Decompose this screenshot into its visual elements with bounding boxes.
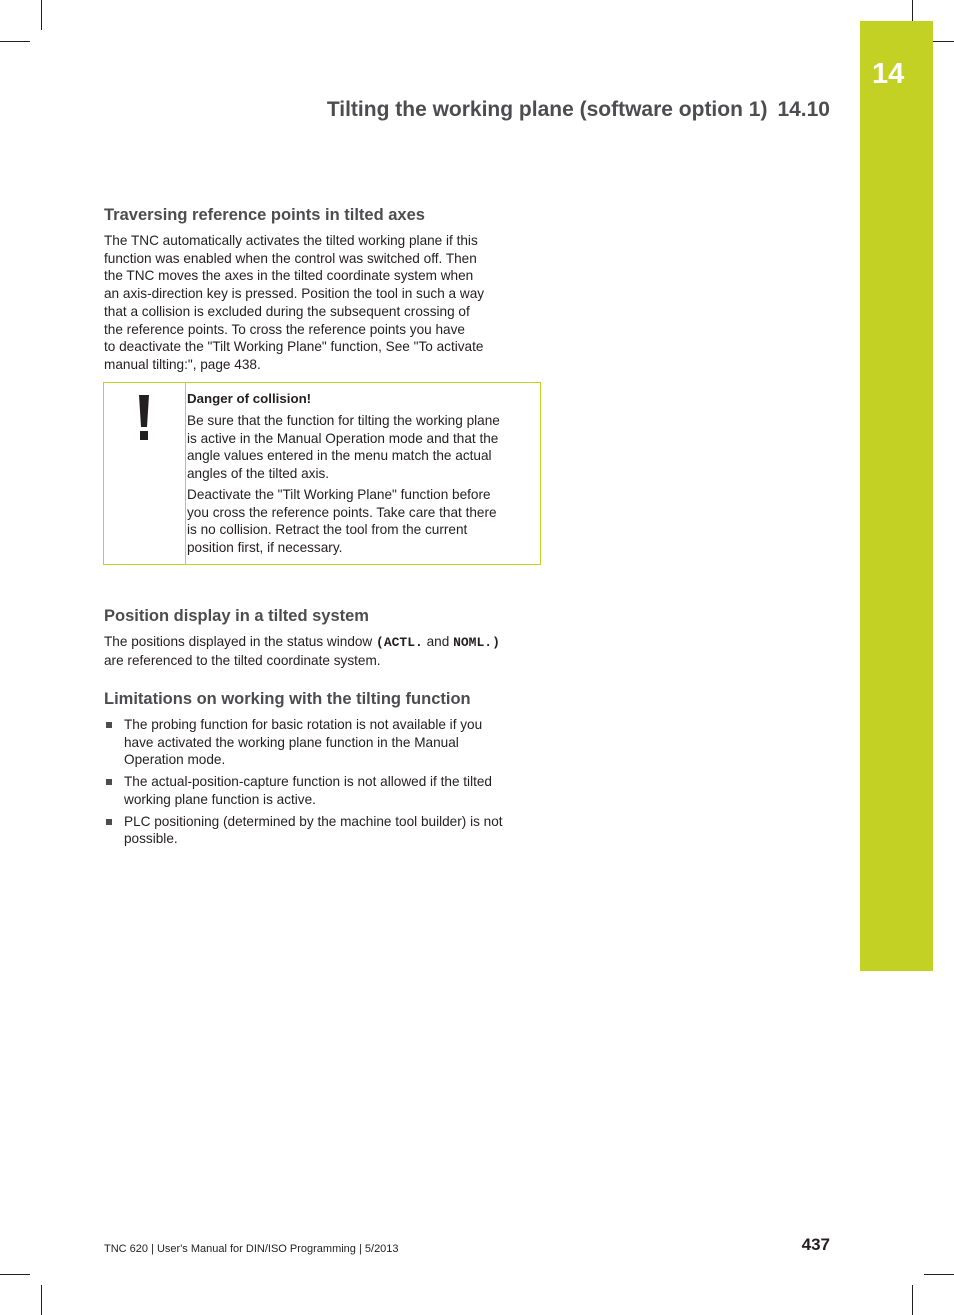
crop-mark bbox=[41, 0, 42, 30]
header-section-number: 14.10 bbox=[777, 98, 830, 121]
bullet-square-icon bbox=[106, 819, 112, 825]
text-line: the TNC moves the axes in the tilted coordinate system when bbox=[104, 268, 474, 284]
note-title: Danger of collision! bbox=[187, 391, 312, 406]
page-number: 437 bbox=[801, 1235, 830, 1254]
limitations-list bbox=[104, 716, 544, 852]
note-divider bbox=[185, 382, 186, 565]
text-line: Operation mode. bbox=[124, 752, 226, 768]
list-item bbox=[104, 716, 544, 769]
text-line: that a collision is excluded during the subsequent crossing of bbox=[104, 303, 470, 319]
running-header bbox=[327, 98, 830, 122]
crop-mark bbox=[41, 1285, 42, 1315]
text-line: working plane function is active. bbox=[124, 791, 316, 807]
text-line: the reference points. To cross the reference points you have bbox=[104, 321, 465, 337]
text-line: function was enabled when the control was switched off. Then bbox=[104, 250, 477, 266]
text-line: angle values entered in the menu match the actual bbox=[187, 448, 492, 464]
heading-traversing: Traversing reference points in tilted axes bbox=[104, 206, 425, 224]
note-paragraph-2 bbox=[187, 486, 537, 557]
text-line: you cross the reference points. Take care that there bbox=[187, 504, 497, 520]
text-line: manual tilting:", page 438. bbox=[104, 356, 261, 372]
chapter-number: 14 bbox=[872, 58, 905, 90]
text-span: The positions displayed in the status window bbox=[104, 634, 377, 649]
paragraph-traversing bbox=[104, 232, 524, 374]
bullet-square-icon bbox=[106, 779, 112, 785]
text-line: PLC positioning (determined by the machine tool builder) is not bbox=[124, 813, 503, 829]
paragraph-position-display bbox=[104, 633, 544, 669]
text-line bbox=[104, 633, 544, 652]
text-line: have activated the working plane function in the Manual bbox=[124, 734, 459, 750]
text-line: possible. bbox=[124, 831, 178, 847]
text-line: is active in the Manual Operation mode and that the bbox=[187, 430, 499, 446]
text-line: to deactivate the "Tilt Working Plane" function, See "To activate bbox=[104, 339, 484, 355]
bullet-square-icon bbox=[106, 722, 112, 728]
crop-mark bbox=[912, 1285, 913, 1315]
exclamation-icon bbox=[137, 395, 151, 441]
warning-note bbox=[103, 382, 541, 565]
crop-mark bbox=[0, 1274, 30, 1275]
chapter-tab bbox=[860, 21, 933, 971]
text-line: The actual-position-capture function is not allowed if the tilted bbox=[124, 774, 492, 790]
header-title: Tilting the working plane (software option 1) bbox=[326, 98, 768, 121]
text-line: Be sure that the function for tilting the working plane bbox=[187, 413, 500, 428]
text-line: an axis-direction key is pressed. Position the tool in such a way bbox=[104, 286, 485, 302]
code-noml: NOML.) bbox=[453, 635, 500, 650]
heading-limitations: Limitations on working with the tilting function bbox=[104, 690, 471, 708]
text-span: and bbox=[422, 634, 454, 649]
footer-text: TNC 620 | User's Manual for DIN/ISO Programming | 5/2013 bbox=[104, 1243, 399, 1255]
text-line: The probing function for basic rotation is not available if you bbox=[124, 717, 483, 732]
text-line: Deactivate the "Tilt Working Plane" function before bbox=[187, 487, 491, 502]
heading-position-display: Position display in a tilted system bbox=[104, 607, 369, 625]
note-paragraph-1 bbox=[187, 412, 537, 483]
text-line: angles of the tilted axis. bbox=[187, 466, 330, 482]
list-item bbox=[104, 773, 544, 808]
text-line: The TNC automatically activates the tilted working plane if this bbox=[104, 233, 478, 248]
code-actl: (ACTL. bbox=[376, 635, 423, 650]
list-item bbox=[104, 813, 544, 848]
text-line: position first, if necessary. bbox=[187, 540, 343, 556]
text-line: are referenced to the tilted coordinate system. bbox=[104, 652, 381, 668]
crop-mark bbox=[0, 41, 30, 42]
text-line: is no collision. Retract the tool from the current bbox=[187, 522, 468, 538]
crop-mark bbox=[924, 1274, 954, 1275]
